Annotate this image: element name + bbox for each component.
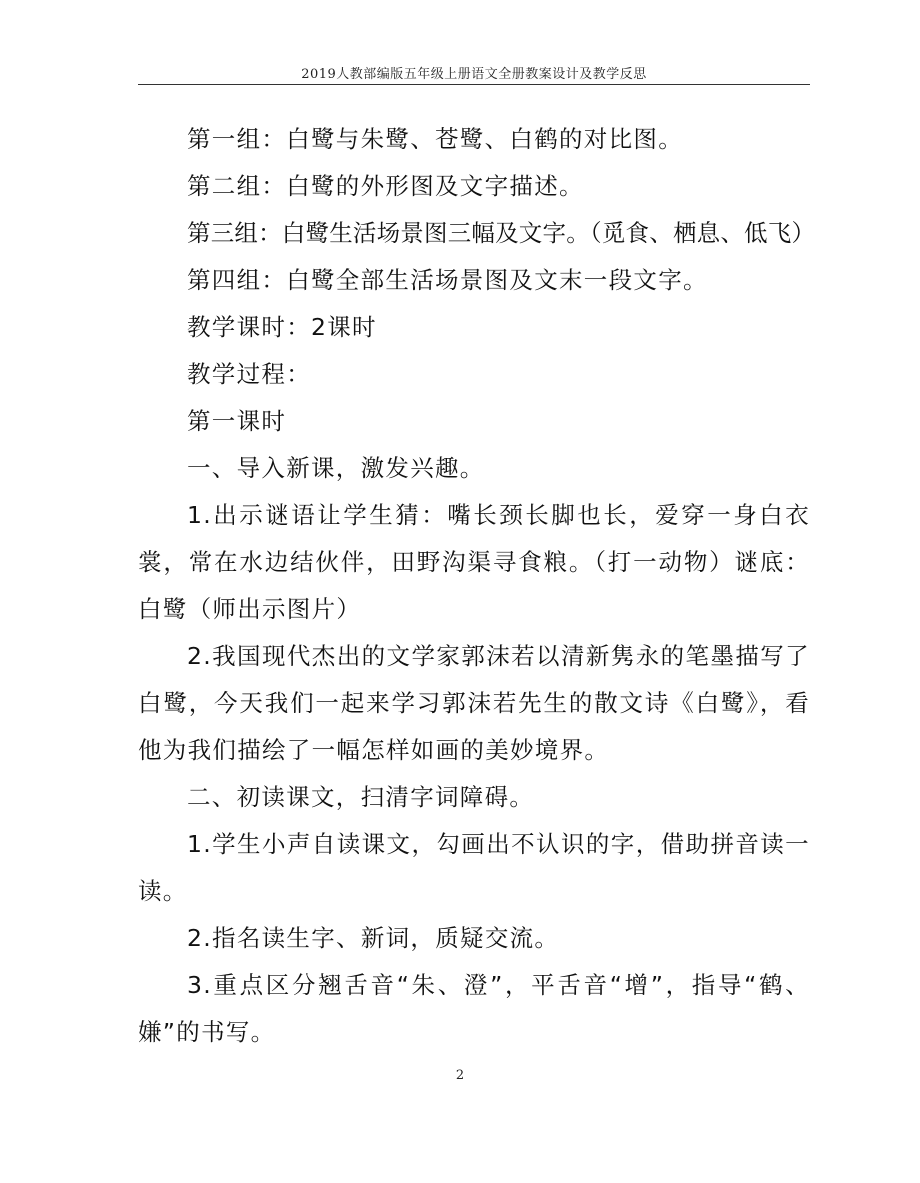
document-body bbox=[138, 116, 816, 1056]
paragraph-guo-moruo: 2.我国现代杰出的文学家郭沫若以清新隽永的笔墨描写了白鹭，今天我们一起来学习郭沫若先生的散文诗《白鹭》，看他为我们描绘了一幅怎样如画的美妙境界。 bbox=[138, 642, 810, 764]
paragraph-self-reading: 1.学生小声自读课文，勾画出不认识的字，借助拼音读一读。 bbox=[138, 830, 810, 905]
page-number: 2 bbox=[455, 1068, 465, 1083]
section-heading-intro: 一、导入新课，激发兴趣。 bbox=[187, 454, 485, 482]
paragraph-group-1: 第一组：白鹭与朱鹭、苍鹭、白鹤的对比图。 bbox=[187, 125, 683, 153]
paragraph-read-new-words: 2.指名读生字、新词，质疑交流。 bbox=[187, 924, 560, 952]
paragraph-pronunciation: 3.重点区分翘舌音“朱、澄”，平舌音“增”，指导“鹤、嫌”的书写。 bbox=[138, 971, 810, 1046]
paragraph-class-hours: 教学课时：2课时 bbox=[187, 313, 377, 341]
paragraph-group-2: 第二组：白鹭的外形图及文字描述。 bbox=[187, 172, 584, 200]
paragraph-teaching-process: 教学过程： bbox=[187, 360, 311, 388]
header-rule bbox=[138, 84, 810, 85]
paragraph-riddle: 1.出示谜语让学生猜：嘴长颈长脚也长，爱穿一身白衣裳，常在水边结伙伴，田野沟渠寻食粮。（打一动物）谜底：白鹭（师出示图片） bbox=[138, 501, 810, 623]
paragraph-first-lesson: 第一课时 bbox=[187, 407, 287, 435]
paragraph-group-4: 第四组：白鹭全部生活场景图及文末一段文字。 bbox=[187, 266, 708, 294]
paragraph-group-3: 第三组：白鹭生活场景图三幅及文字。（觅食、栖息、低飞） bbox=[187, 219, 816, 247]
section-heading-first-reading: 二、初读课文，扫清字词障碍。 bbox=[187, 783, 535, 811]
running-header: 2019人教部编版五年级上册语文全册教案设计及教学反思 bbox=[301, 67, 647, 82]
